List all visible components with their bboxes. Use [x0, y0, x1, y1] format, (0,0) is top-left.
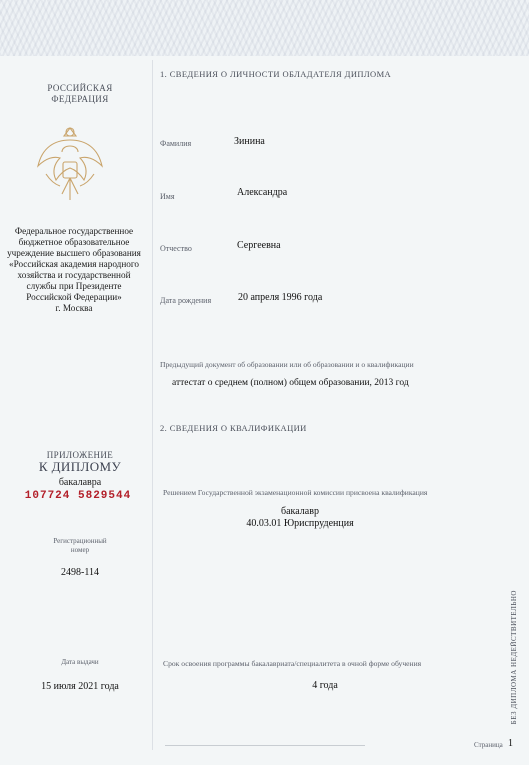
institution-line: Российской Федерации» [26, 292, 122, 302]
surname-value: Зинина [234, 136, 265, 147]
issue-date: 15 июля 2021 года [41, 681, 119, 692]
footer-rule [165, 745, 365, 746]
institution-line: «Российская академия народного [8, 259, 139, 269]
country-name [30, 83, 130, 105]
institution-line: бюджетное образовательное [18, 237, 130, 247]
surname-label: Фамилия [160, 139, 192, 148]
degree-level: бакалавра [58, 477, 102, 488]
patronymic-value: Сергеевна [237, 240, 281, 251]
reg-number-label [30, 537, 130, 555]
page-label: Страница [474, 741, 503, 749]
institution-line: учреждение высшего образования [7, 248, 141, 258]
program-duration-label: Срок освоения программы бакалавриата/специалитета в очной форме обучения [163, 659, 422, 668]
institution-line: хозяйства и государственной [17, 270, 131, 280]
coat-of-arms-emblem [32, 118, 108, 208]
institution-line: г. Москва [55, 303, 93, 313]
institution-line: Федеральное государственное [14, 226, 134, 236]
reg-label-line: Регистрационный [53, 537, 107, 545]
birth-date-value: 20 апреля 1996 года [238, 292, 323, 303]
validity-notice-vertical: БЕЗ ДИПЛОМА НЕДЕЙСТВИТЕЛЬНО [510, 590, 518, 725]
birth-date-label: Дата рождения [160, 296, 212, 305]
country-line-1: РОССИЙСКАЯ [47, 83, 113, 93]
name-label: Имя [160, 192, 175, 201]
section1-title: 1. СВЕДЕНИЯ О ЛИЧНОСТИ ОБЛАДАТЕЛЯ ДИПЛОМА [160, 69, 392, 79]
specialty-value: 40.03.01 Юриспруденция [246, 518, 354, 529]
guilloche-header-pattern [0, 0, 529, 56]
appendix-title: ПРИЛОЖЕНИЕ [46, 450, 114, 460]
program-duration-value: 4 года [312, 680, 338, 691]
name-value: Александра [237, 187, 288, 198]
patronymic-label: Отчество [160, 244, 192, 253]
qualification-value: бакалавр [281, 506, 319, 517]
reg-number: 2498-114 [61, 567, 99, 578]
previous-document-value: аттестат о среднем (полном) общем образовании, 2013 год [172, 378, 409, 388]
institution-line: службы при Президенте [26, 281, 122, 291]
country-line-2: ФЕДЕРАЦИЯ [51, 94, 109, 104]
section2-title: 2. СВЕДЕНИЯ О КВАЛИФИКАЦИИ [160, 423, 307, 433]
qualification-decision-label: Решением Государственной экзаменационной комиссии присвоена квалификация [163, 488, 428, 497]
previous-document-label: Предыдущий документ об образовании или об образовании и о квалификации [160, 360, 414, 369]
column-divider [152, 60, 153, 750]
institution-name [0, 226, 148, 314]
serial-number: 107724 5829544 [24, 490, 132, 502]
appendix-subtitle: К ДИПЛОМУ [38, 459, 122, 474]
reg-label-line: номер [70, 546, 90, 554]
page-number: 1 [508, 738, 513, 749]
issue-date-label: Дата выдачи [61, 658, 99, 666]
